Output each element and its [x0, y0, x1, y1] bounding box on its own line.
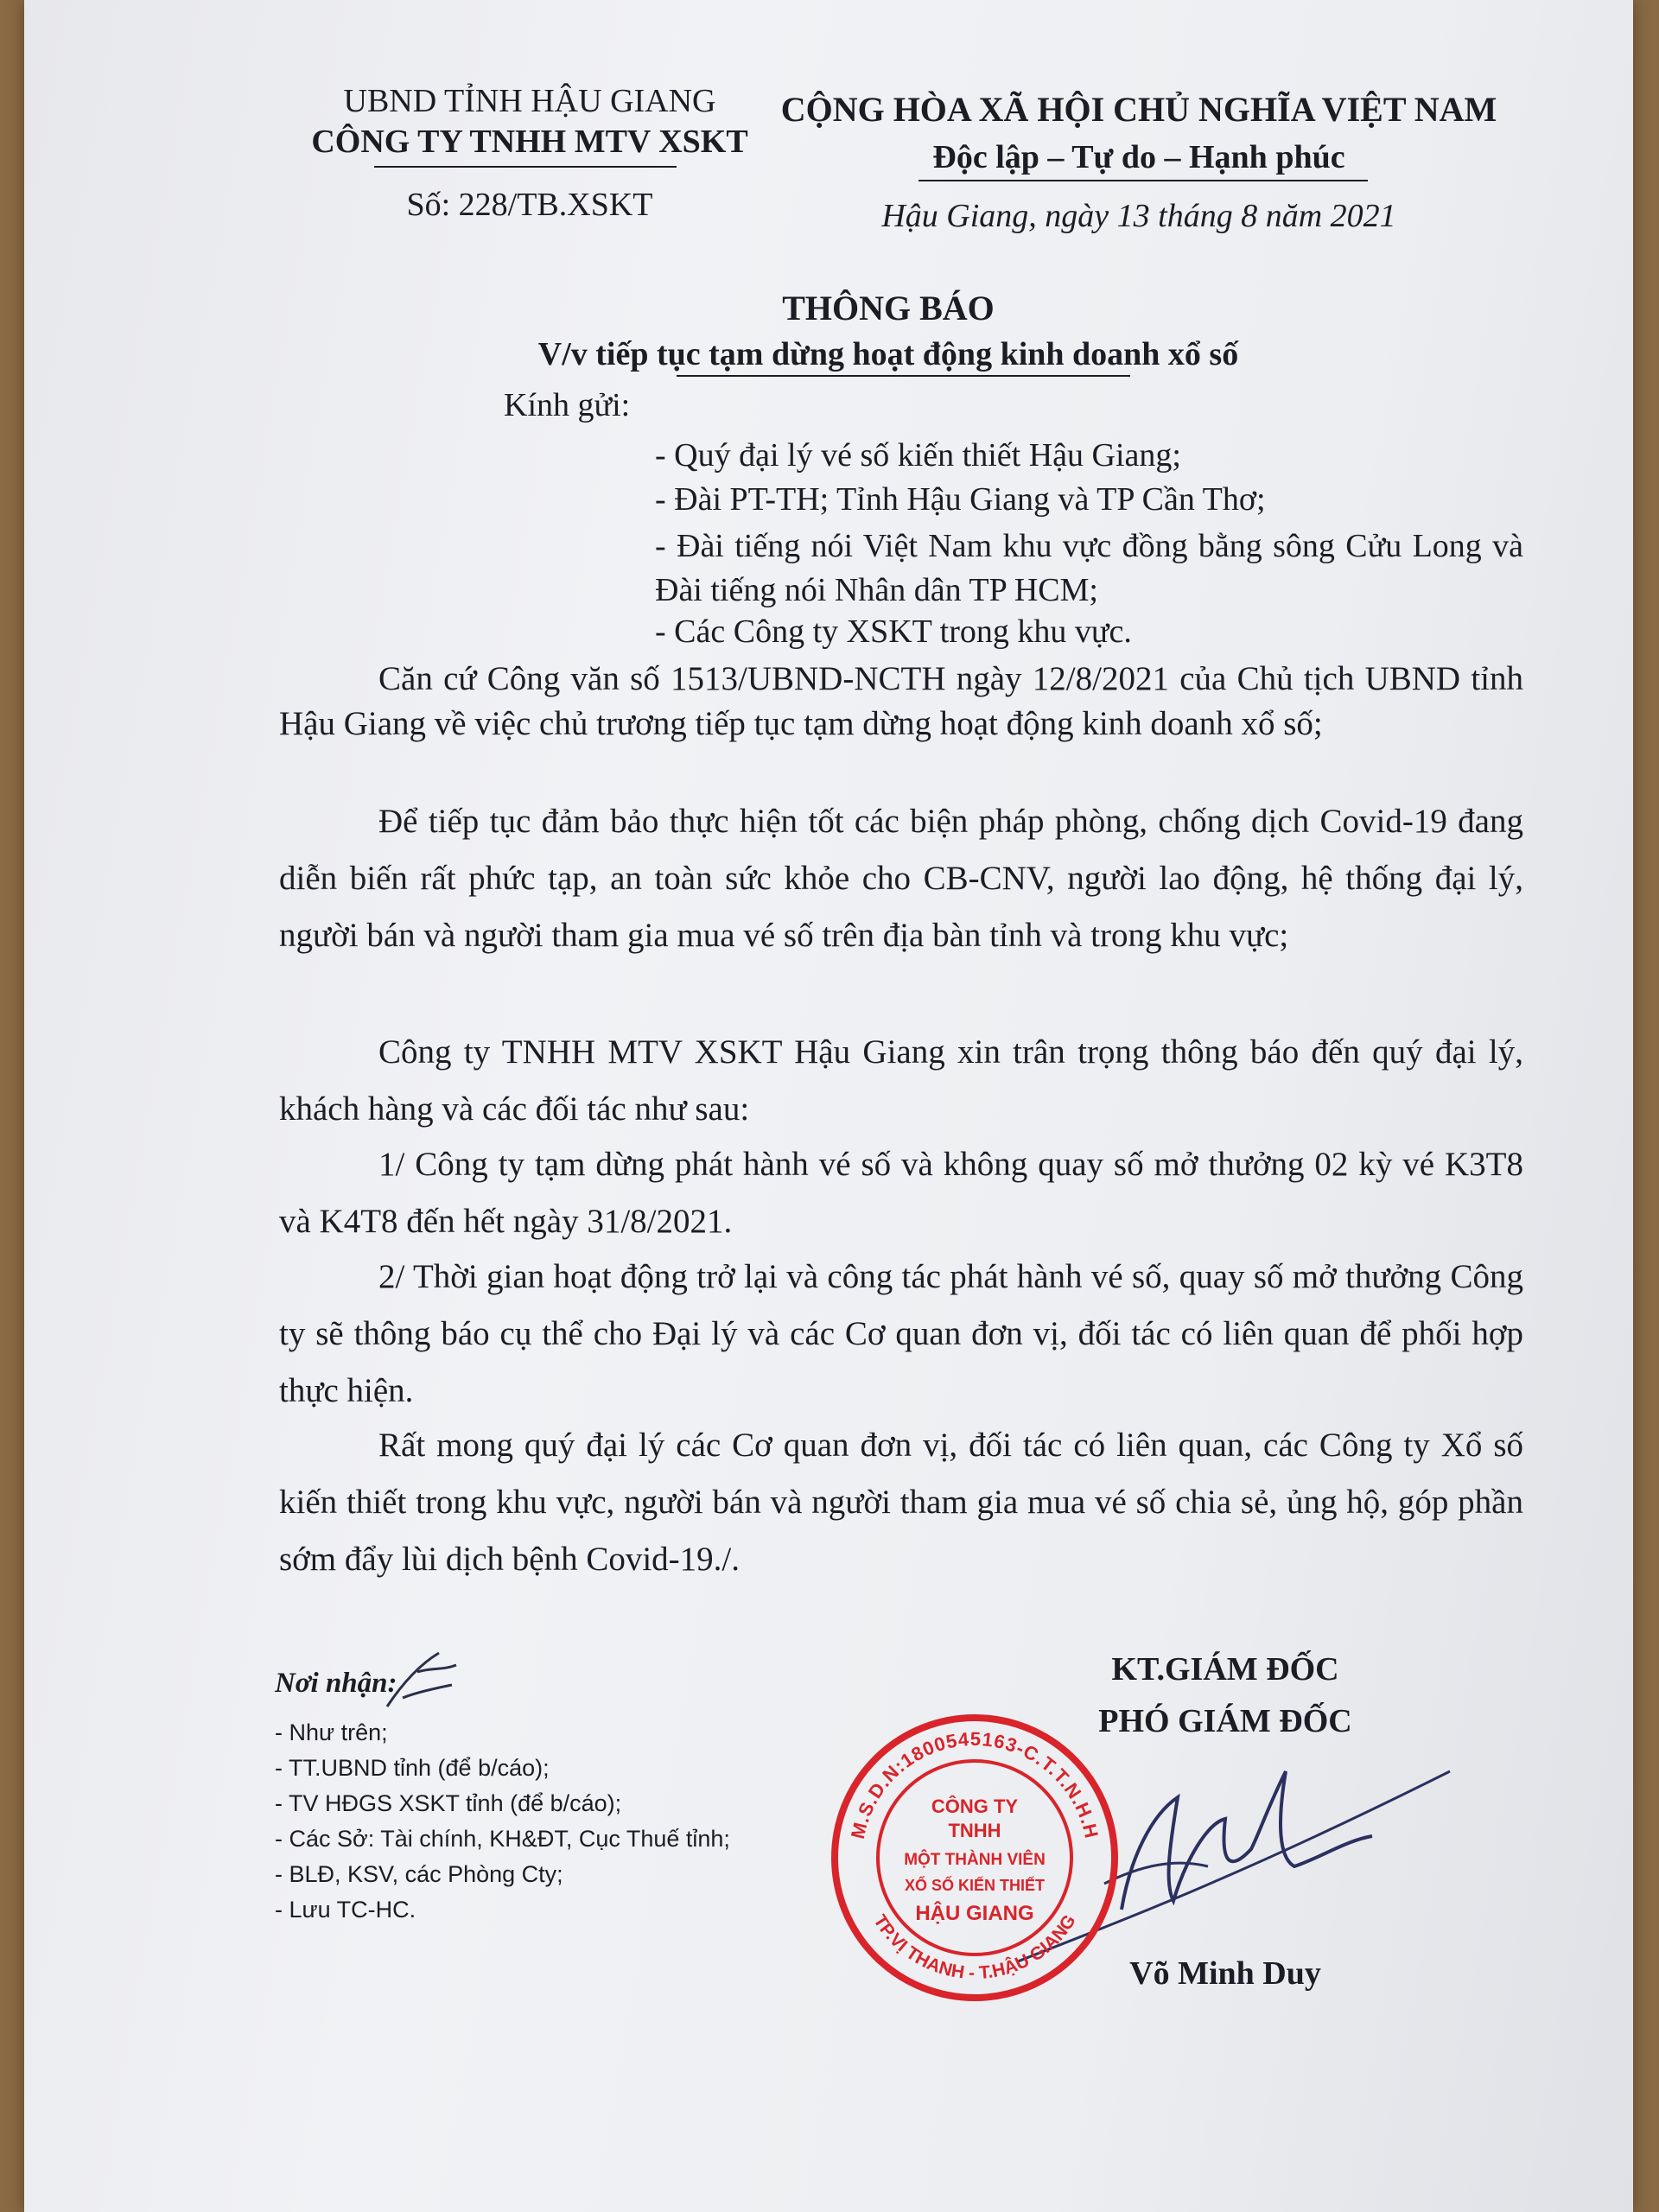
subject-underline	[677, 375, 1130, 377]
body-paragraph-item-1	[279, 1136, 1523, 1250]
document-number: Số: 228/TB.XSKT	[406, 187, 653, 223]
body-paragraph-closing	[279, 1417, 1523, 1588]
paragraph-text: Căn cứ Công văn số 1513/UBND-NCTH ngày 12/8/2021 của Chủ tịch UBND tỉnh Hậu Giang về việc chủ trương tiếp tục tạm dừng hoạt động kinh doanh xổ số;	[279, 660, 1523, 742]
agency-name: UBND TỈNH HẬU GIANG	[343, 83, 716, 119]
body-paragraph-purpose	[279, 793, 1523, 964]
body-paragraph-announcement	[279, 1024, 1523, 1138]
paragraph-text: Để tiếp tục đảm bảo thực hiện tốt các biện pháp phòng, chống dịch Covid-19 đang diễn biến rất phức tạp, an toàn sức khỏe cho CB-CNV, người lao động, hệ thống đại lý, người bán và người tham gia mua vé số trên địa bàn tỉnh và trong khu vực;	[279, 803, 1523, 954]
seal-line: TNHH	[948, 1820, 1001, 1841]
receiver-item: - BLĐ, KSV, các Phòng Cty;	[275, 1861, 563, 1887]
recipient-item: - Các Công ty XSKT trong khu vực.	[655, 613, 1132, 650]
recipient-item: - Đài PT-TH; Tỉnh Hậu Giang và TP Cần Thơ;	[655, 481, 1266, 518]
receiver-item: - Các Sở: Tài chính, KH&ĐT, Cục Thuế tỉnh;	[275, 1826, 730, 1852]
body-paragraph-basis	[279, 657, 1523, 747]
receiver-item: - TT.UBND tỉnh (để b/cáo);	[275, 1755, 550, 1781]
seal-line: HẬU GIANG	[915, 1902, 1034, 1925]
paragraph-text: Công ty TNHH MTV XSKT Hậu Giang xin trân trọng thông báo đến quý đại lý, khách hàng và các đối tác như sau:	[279, 1033, 1523, 1128]
company-name: CÔNG TY TNHH MTV XSKT	[311, 124, 748, 160]
seal-line: CÔNG TY	[931, 1796, 1019, 1817]
paragraph-text: 2/ Thời gian hoạt động trở lại và công tác phát hành vé số, quay số mở thưởng Công ty sẽ thông báo cụ thể cho Đại lý và các Cơ quan đơn vị, đối tác có liên quan để phối hợp thực hiện.	[279, 1258, 1523, 1409]
body-paragraph-item-2	[279, 1249, 1523, 1420]
initial-mark-icon	[370, 1646, 465, 1715]
issue-date: Hậu Giang, ngày 13 tháng 8 năm 2021	[881, 198, 1396, 234]
document-subject: V/v tiếp tục tạm dừng hoạt động kinh doanh xổ số	[537, 336, 1239, 372]
recipient-item: - Quý đại lý vé số kiến thiết Hậu Giang;	[655, 437, 1181, 474]
signature-title-1: KT.GIÁM ĐỐC	[1111, 1651, 1339, 1688]
receiver-item: - TV HĐGS XSKT tỉnh (để b/cáo);	[275, 1790, 622, 1816]
receivers-label: Nơi nhận:	[275, 1668, 397, 1699]
receiver-item: - Lưu TC-HC.	[275, 1897, 416, 1923]
motto-underline	[918, 180, 1368, 181]
receiver-item: - Như trên;	[275, 1719, 388, 1745]
signer-name: Võ Minh Duy	[1129, 1955, 1321, 1992]
seal-line: XỔ SỐ KIẾN THIẾT	[904, 1877, 1046, 1894]
recipient-item: - Đài tiếng nói Việt Nam khu vực đồng bằng sông Cửu Long và Đài tiếng nói Nhân dân TP HCM;	[655, 528, 1523, 608]
national-motto: Độc lập – Tự do – Hạnh phúc	[932, 139, 1345, 175]
seal-ring-text: M.S.D.N:1800545163-C.T.T.N.H.H	[846, 1727, 1103, 1841]
seal-line: MỘT THÀNH VIÊN	[904, 1851, 1046, 1869]
company-underline	[374, 166, 677, 168]
document-title: THÔNG BÁO	[782, 289, 995, 327]
document-page	[24, 0, 1633, 2212]
seal-ring-bottom-text: TP.VỊ THANH - T.HẬU GIANG	[869, 1911, 1080, 1984]
signature-title-2: PHÓ GIÁM ĐỐC	[1098, 1703, 1352, 1739]
paragraph-text: 1/ Công ty tạm dừng phát hành vé số và không quay số mở thưởng 02 kỳ vé K3T8 và K4T8 đến hết ngày 31/8/2021.	[279, 1146, 1523, 1240]
receivers-list	[275, 1715, 730, 1928]
paragraph-text: Rất mong quý đại lý các Cơ quan đơn vị, đối tác có liên quan, các Công ty Xổ số kiến thiết trong khu vực, người bán và người tham gia mua vé số chia sẻ, ủng hộ, góp phần sớm đẩy lùi dịch bệnh Covid-19./.	[279, 1427, 1523, 1578]
country-name: CỘNG HÒA XÃ HỘI CHỦ NGHĨA VIỆT NAM	[780, 90, 1497, 129]
recipients-label: Kính gửi:	[504, 387, 631, 423]
